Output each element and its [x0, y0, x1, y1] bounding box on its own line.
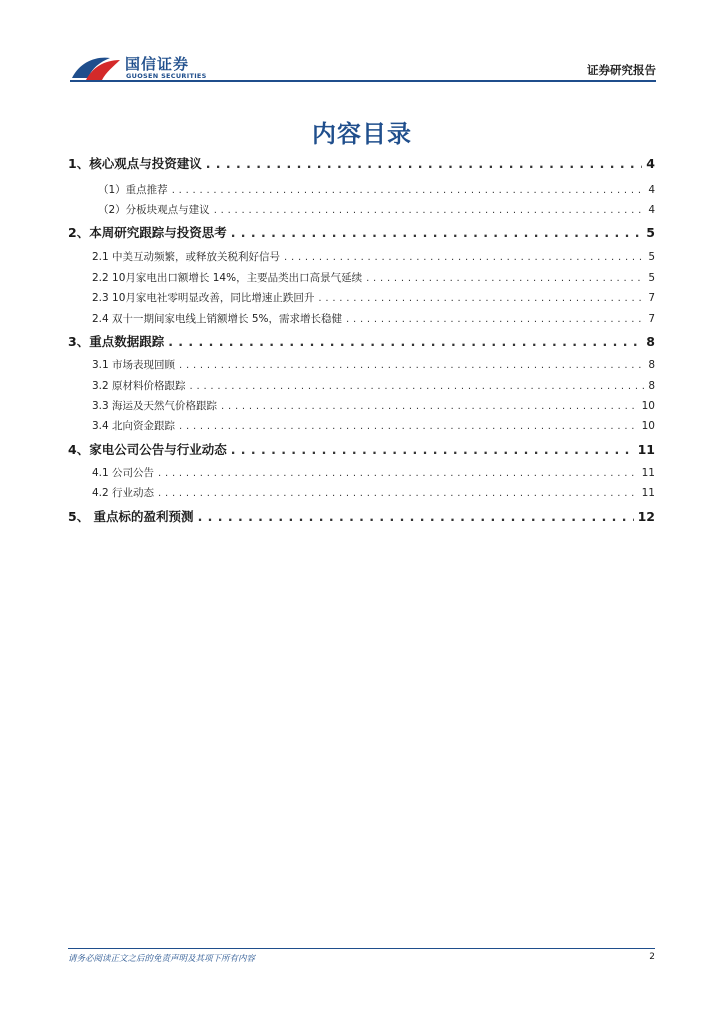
toc-entry-page: 5 [648, 272, 655, 284]
guosen-logo-icon [70, 52, 122, 82]
report-type-label: 证券研究报告 [587, 63, 656, 77]
toc-leader-dots [284, 252, 644, 263]
toc-leader-dots [172, 185, 645, 196]
toc-leader-dots [179, 421, 638, 432]
toc-entry[interactable] [68, 154, 655, 172]
toc-entry-page: 4 [648, 184, 655, 196]
toc-entry-label: 2.2 10月家电出口额增长 14%，主要品类出口高景气延续 [92, 272, 363, 284]
toc-entry[interactable] [92, 398, 655, 413]
toc-entry-label: 3.3 海运及天然气价格跟踪 [92, 400, 218, 412]
toc-leader-dots [231, 225, 643, 240]
toc-entry[interactable] [98, 182, 655, 197]
logo-text-cn: 国信证券 [125, 55, 190, 73]
toc-entry-label: 2.1 中美互动频繁，或释放关税利好信号 [92, 251, 281, 263]
toc-leader-dots [366, 273, 644, 284]
company-logo [70, 50, 210, 84]
toc-entry[interactable] [68, 440, 655, 458]
toc-entry-label: 3.4 北向资金跟踪 [92, 420, 176, 432]
toc-leader-dots [198, 509, 634, 524]
toc-leader-dots [221, 401, 638, 412]
page-number: 2 [649, 952, 655, 962]
toc-entry-page: 11 [641, 487, 655, 499]
toc-entry[interactable] [98, 202, 655, 217]
toc-entry-label: 3、重点数据跟踪 [68, 334, 165, 349]
toc-leader-dots [318, 293, 644, 304]
toc-entry-label: 4.1 公司公告 [92, 467, 155, 479]
toc-leader-dots [190, 381, 645, 392]
logo-text-en: GUOSEN SECURITIES [126, 72, 207, 80]
toc-entry[interactable] [92, 378, 655, 393]
toc-entry[interactable] [92, 270, 655, 285]
toc-entry[interactable] [92, 485, 655, 500]
toc-entry-label: 3.2 原材料价格跟踪 [92, 380, 186, 392]
toc-entry-page: 7 [648, 313, 655, 325]
toc-entry-page: 5 [648, 251, 655, 263]
toc-entry-label: 2.4 双十一期间家电线上销额增长 5%，需求增长稳健 [92, 313, 343, 325]
toc-entry[interactable] [92, 465, 655, 480]
toc-entry[interactable] [92, 290, 655, 305]
toc-entry-page: 7 [648, 292, 655, 304]
toc-entry-page: 10 [641, 420, 655, 432]
toc-entry-page: 4 [648, 204, 655, 216]
toc-entry-label: 1、核心观点与投资建议 [68, 156, 202, 171]
toc-leader-dots [158, 488, 638, 499]
toc-leader-dots [231, 442, 634, 457]
toc-entry-page: 8 [646, 334, 655, 349]
toc-entry-label: （2）分板块观点与建议 [98, 204, 210, 216]
toc-entry[interactable] [92, 418, 655, 433]
toc-entry-label: 4.2 行业动态 [92, 487, 155, 499]
toc-entry[interactable] [92, 311, 655, 326]
toc-entry-label: 2.3 10月家电社零明显改善，同比增速止跌回升 [92, 292, 315, 304]
toc-entry[interactable] [68, 223, 655, 241]
toc-entry-page: 10 [641, 400, 655, 412]
toc-leader-dots [346, 314, 644, 325]
toc-leader-dots [158, 468, 638, 479]
header-divider [70, 80, 656, 82]
toc-entry[interactable] [92, 357, 655, 372]
toc-entry-page: 8 [648, 359, 655, 371]
toc-entry-label: 3.1 市场表现回顾 [92, 359, 176, 371]
toc-leader-dots [214, 205, 645, 216]
footer-disclaimer: 请务必阅读正文之后的免责声明及其项下所有内容 [68, 954, 256, 964]
toc-entry-label: 4、家电公司公告与行业动态 [68, 442, 227, 457]
toc-entry-page: 11 [641, 467, 655, 479]
toc-entry-page: 8 [648, 380, 655, 392]
toc-entry-label: 5、 重点标的盈利预测 [68, 509, 194, 524]
toc-leader-dots [168, 334, 642, 349]
toc-entry[interactable] [68, 507, 655, 525]
toc-leader-dots [179, 360, 644, 371]
toc-entry-page: 5 [646, 225, 655, 240]
toc-entry-page: 12 [637, 509, 655, 524]
toc-entry-page: 11 [637, 442, 655, 457]
footer-divider [68, 948, 655, 949]
toc-entry-page: 4 [646, 156, 655, 171]
page-header [70, 50, 656, 84]
toc-title: 内容目录 [312, 120, 412, 148]
toc-entry-label: 2、本周研究跟踪与投资思考 [68, 225, 227, 240]
toc-entry-label: （1）重点推荐 [98, 184, 168, 196]
toc-entry[interactable] [92, 249, 655, 264]
toc-leader-dots [206, 156, 643, 171]
toc-entry[interactable] [68, 332, 655, 350]
